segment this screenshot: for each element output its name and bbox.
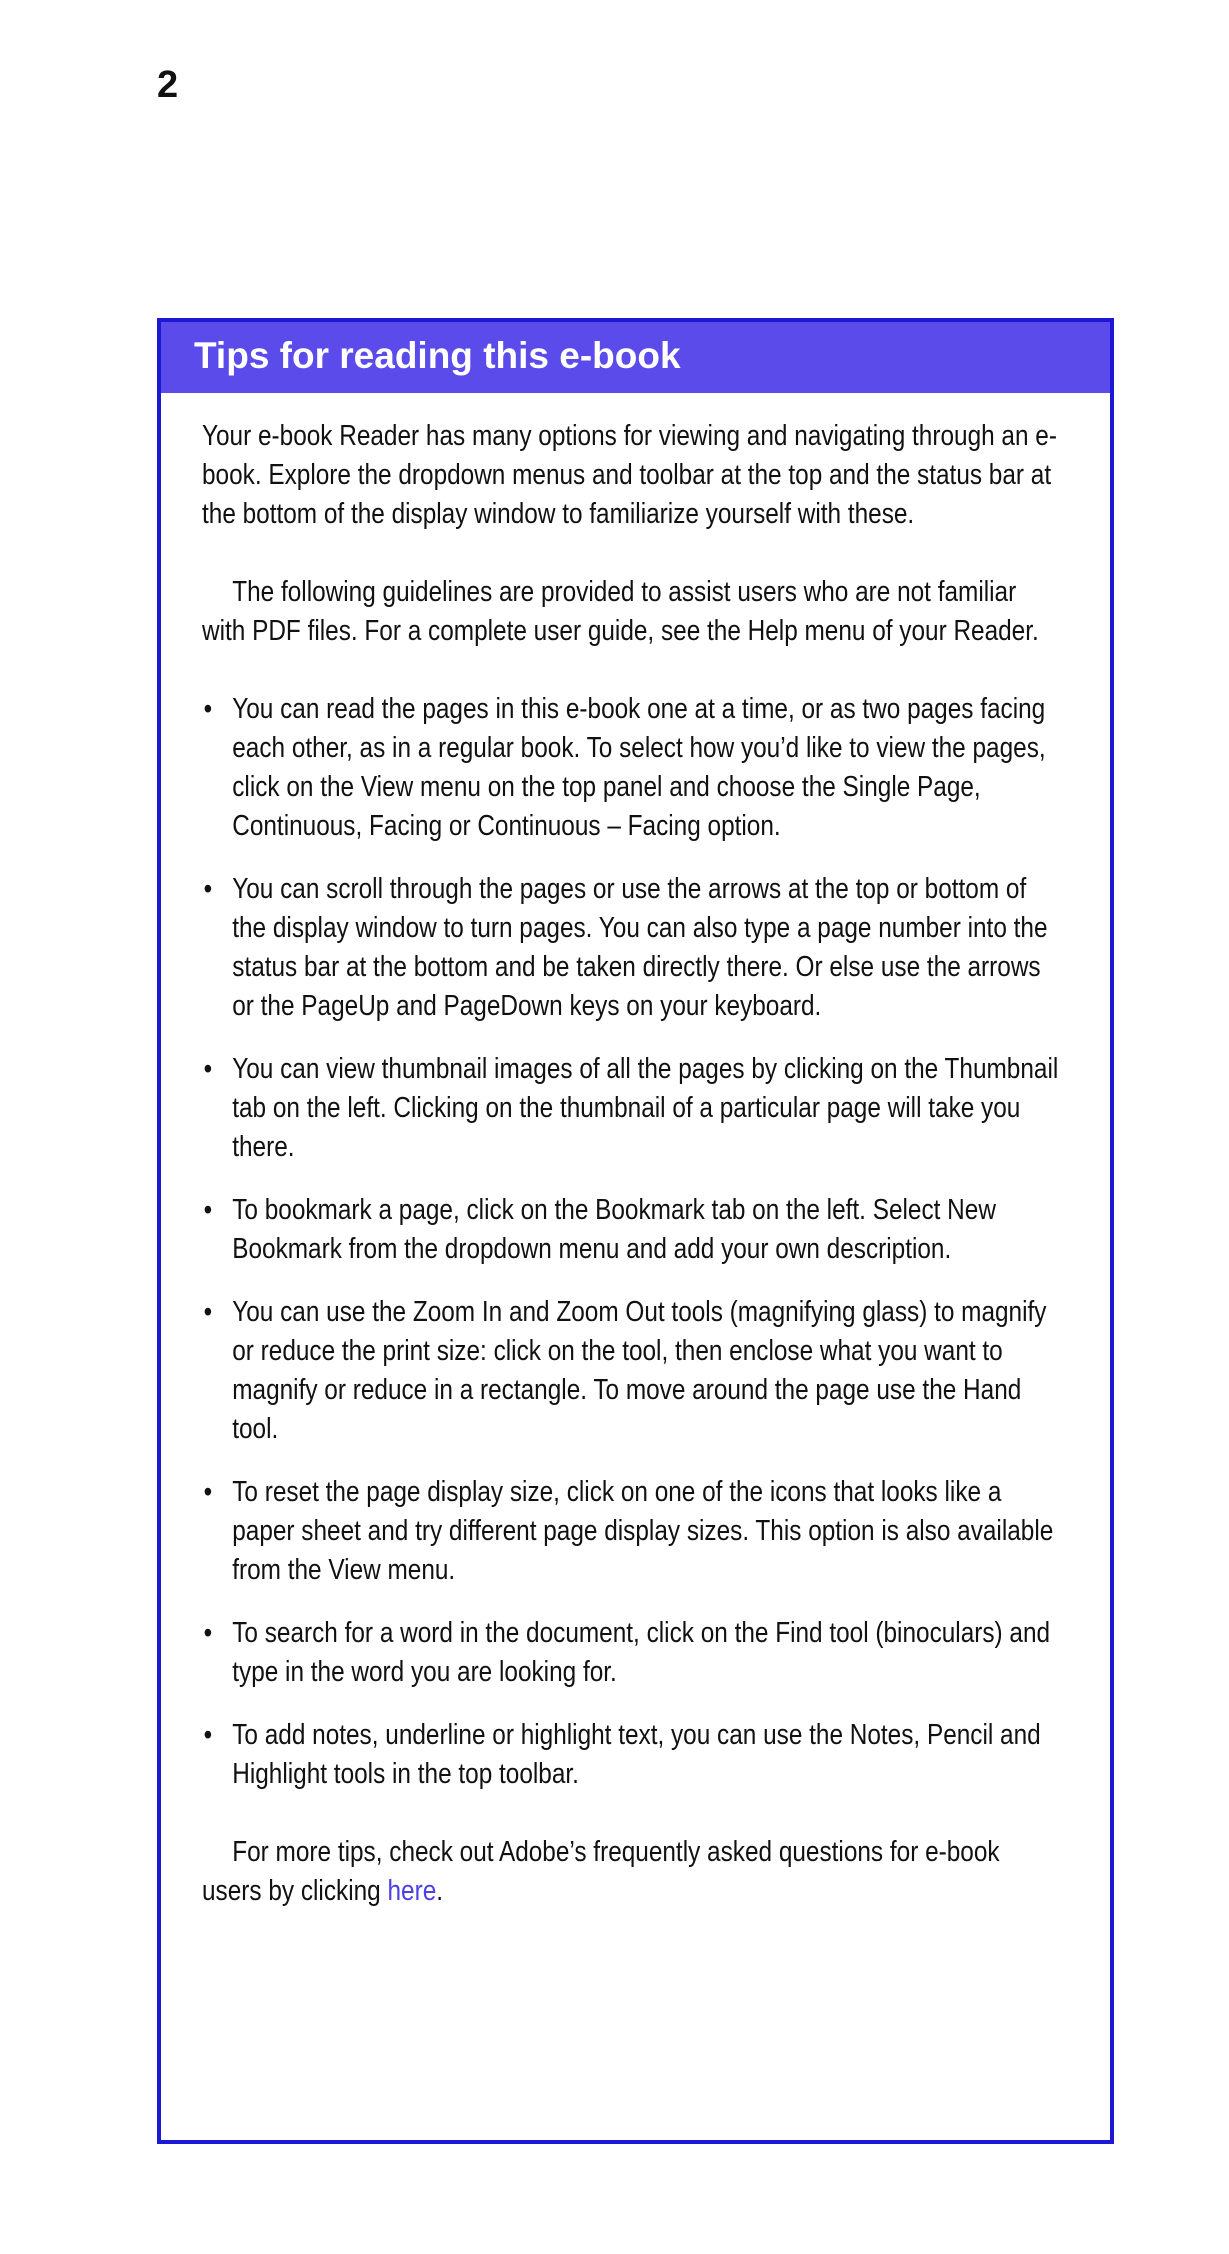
tips-list: [202, 690, 1062, 1794]
tips-body: [202, 417, 1062, 1911]
tips-title: Tips for reading this e-book: [194, 335, 681, 376]
list-item: • To bookmark a page, click on the Bookmark tab on the left. Select New Bookmark from the dropdown menu and add your own description.: [202, 1191, 1062, 1269]
outro-period: .: [436, 1875, 444, 1907]
list-item: • You can view thumbnail images of all the pages by clicking on the Thumbnail tab on the left. Clicking on the thumbnail of a particular page will take you there.: [202, 1050, 1062, 1167]
outro-text: For more tips, check out Adobe’s frequently asked questions for e-book users by clicking: [202, 1836, 1000, 1907]
list-item: • To search for a word in the document, click on the Find tool (binoculars) and type in the word you are looking for.: [202, 1614, 1062, 1692]
guidelines-paragraph: The following guidelines are provided to assist users who are not familiar with PDF files. For a complete user guide, see the Help menu of your Reader.: [202, 576, 1039, 647]
intro-paragraph: Your e-book Reader has many options for viewing and navigating through an e-book. Explore the dropdown menus and toolbar at the top and the status bar at the bottom of the display window to familiarize yourself with these.: [202, 420, 1057, 530]
list-item: • You can scroll through the pages or use the arrows at the top or bottom of the display window to turn pages. You can also type a page number into the status bar at the bottom and be taken directly there. Or else use the arrows or the PageUp and PageDown keys on your keyboard.: [202, 870, 1062, 1026]
page-number: 2: [157, 64, 179, 106]
tips-box: [157, 318, 1114, 2144]
list-item: • You can use the Zoom In and Zoom Out tools (magnifying glass) to magnify or reduce the print size: click on the tool, then enclose what you want to magnify or reduce in a rectangle. To move around the page use the Hand tool.: [202, 1293, 1062, 1449]
list-item: • To reset the page display size, click on one of the icons that looks like a paper sheet and try different page display sizes. This option is also available from the View menu.: [202, 1473, 1062, 1590]
outro-paragraph: [202, 1833, 1062, 1911]
list-item: • To add notes, underline or highlight text, you can use the Notes, Pencil and Highlight tools in the top toolbar.: [202, 1716, 1062, 1794]
tips-header: [161, 322, 1110, 393]
list-item: • You can read the pages in this e-book one at a time, or as two pages facing each other, as in a regular book. To select how you’d like to view the pages, click on the View menu on the top panel and choose the Single Page, Continuous, Facing or Continuous – Facing option.: [202, 690, 1062, 846]
here-link[interactable]: here: [387, 1875, 437, 1907]
